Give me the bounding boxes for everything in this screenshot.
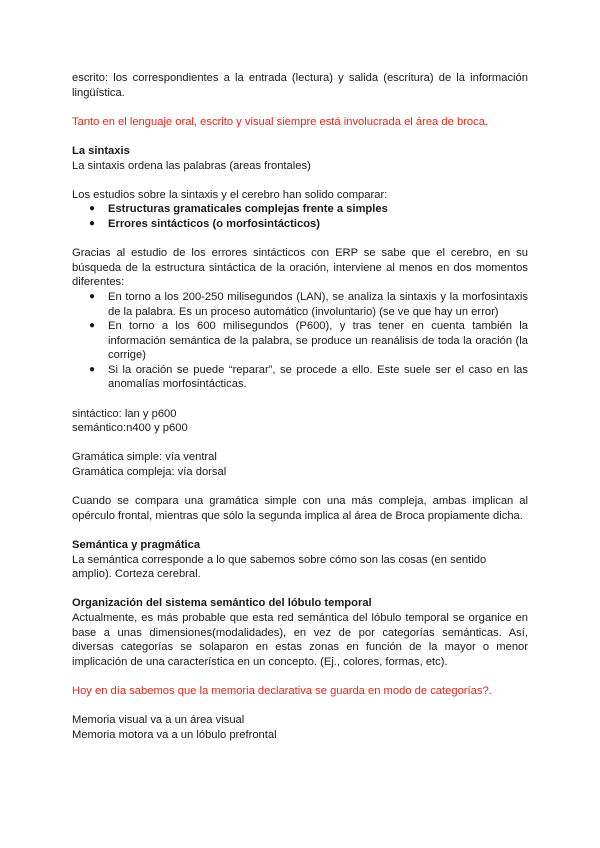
page-content bbox=[72, 71, 528, 742]
list-item-text: Errores sintácticos (o morfosintácticos) bbox=[108, 217, 320, 230]
bullet-icon: ● bbox=[89, 363, 96, 375]
heading-sintaxis: La sintaxis bbox=[72, 144, 130, 157]
semantica-text: La semántica corresponde a lo que sabemos sobre cómo son las cosas (en sentido amplio). Corteza cerebral. bbox=[72, 553, 487, 581]
memory-motor: Memoria motora va a un lóbulo prefrontal bbox=[72, 728, 277, 741]
sintaxis-definition: La sintaxis ordena las palabras (areas frontales) bbox=[72, 159, 311, 172]
list-item-text: Si la oración se puede “reparar”, se procede a ello. Este suele ser el caso en las anomalías morfosintácticas. bbox=[108, 363, 528, 391]
list-item-text: En torno a los 600 milisegundos (P600), y tras tener en cuenta también la información semántica de la palabra, se produce un reanálisis de toda la oración (la corrige) bbox=[108, 320, 528, 362]
bullet-icon: ● bbox=[89, 290, 96, 302]
list-item bbox=[72, 290, 528, 319]
organizacion-text: Actualmente, es más probable que esta red semántica del lóbulo temporal se organice en base a unas dimensiones(modalidades), en vez de por categorías semánticas. Así, diversas categorías se solaparon en estas zonas en función de la mayor o menor implicación de una característica en un concepto. (Ej., colores, formas, etc). bbox=[72, 611, 528, 668]
bullet-icon: ● bbox=[89, 320, 96, 332]
comparison-paragraph: Cuando se compara una gramática simple con una más compleja, ambas implican al opérculo frontal, mientras que sólo la segunda implica al área de Broca propiamente dicha. bbox=[72, 495, 528, 522]
complex-grammar: Gramática compleja: vía dorsal bbox=[72, 466, 227, 479]
list-item bbox=[72, 217, 528, 232]
compare-list bbox=[72, 202, 528, 231]
list-item bbox=[72, 202, 528, 217]
moments-list bbox=[72, 290, 528, 392]
list-item bbox=[72, 363, 528, 392]
intro-paragraph: escrito: los correspondientes a la entrada (lectura) y salida (escritura) de la información lingüística. bbox=[72, 72, 528, 99]
heading-semantica: Semántica y pragmática bbox=[72, 539, 201, 551]
bullet-icon: ● bbox=[89, 217, 96, 229]
heading-organizacion: Organización del sistema semántico del lóbulo temporal bbox=[72, 597, 372, 610]
red-question-memory: Hoy en día sabemos que la memoria declarativa se guarda en modo de categorías?. bbox=[72, 684, 492, 697]
list-item-text: En torno a los 200-250 milisegundos (LAN), se analiza la sintaxis y la morfosintaxis de la palabra. Es un proceso automático (involuntario) (se ve que hay un error) bbox=[108, 290, 528, 318]
memory-visual: Memoria visual va a un área visual bbox=[72, 714, 245, 727]
red-note-broca: Tanto en el lenguaje oral, escrito y visual siempre está involucrada el área de broca. bbox=[72, 115, 489, 128]
erp-paragraph: Gracias al estudio de los errores sintácticos con ERP se sabe que el cerebro, en su búsqueda de la estructura sintáctica de la oración, interviene al menos en dos momentos diferentes: bbox=[72, 247, 528, 289]
note-syntactic: sintáctico: lan y p600 bbox=[72, 407, 177, 420]
bullet-icon: ● bbox=[89, 203, 96, 215]
list-item bbox=[72, 319, 528, 363]
studies-intro: Los estudios sobre la sintaxis y el cerebro han solido comparar: bbox=[72, 188, 388, 201]
note-semantic: semántico:n400 y p600 bbox=[72, 422, 188, 435]
simple-grammar: Gramática simple: vía ventral bbox=[72, 451, 217, 464]
list-item-text: Estructuras gramaticales complejas frente a simples bbox=[108, 203, 388, 216]
